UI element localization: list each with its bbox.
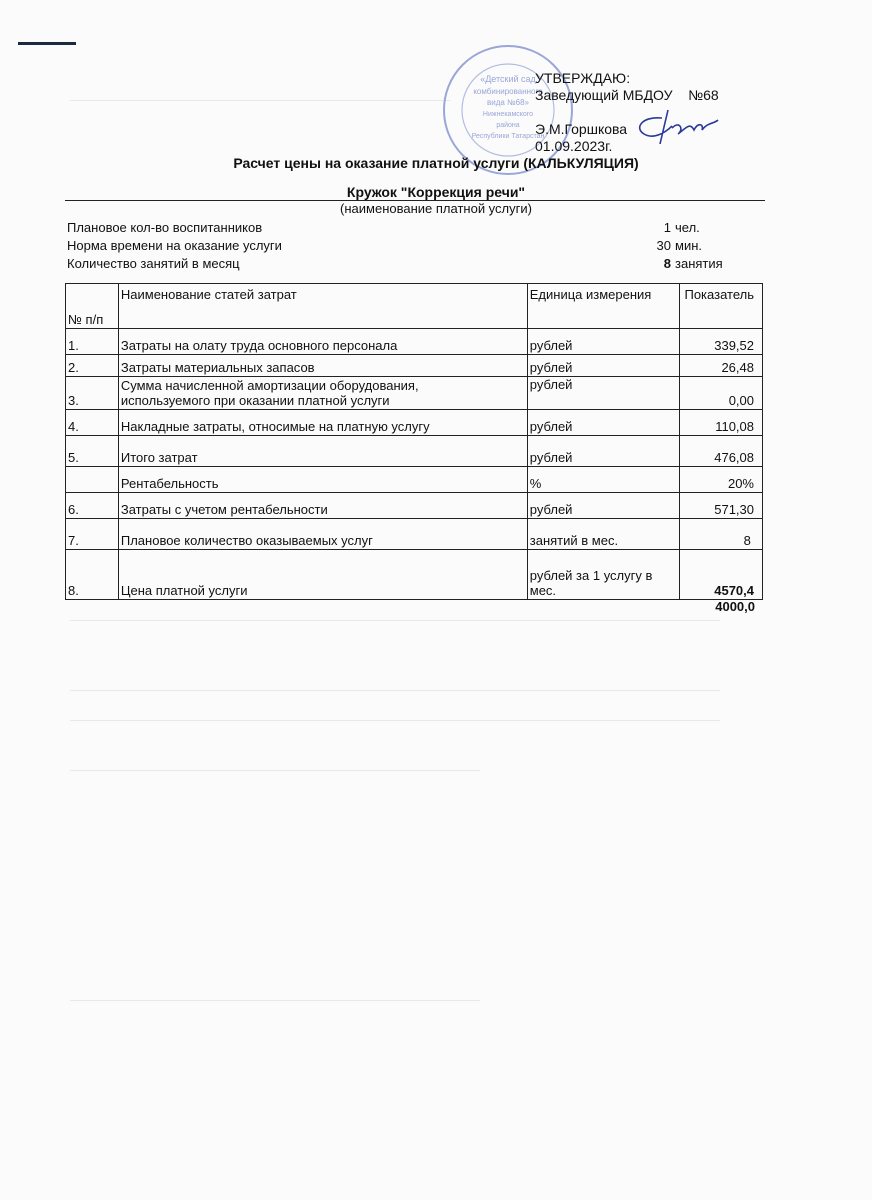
signature (632, 108, 722, 148)
table-row-price (66, 550, 763, 600)
table-row (66, 493, 763, 519)
row-unit: рублей (527, 493, 680, 519)
row-num (66, 467, 119, 493)
show-through-line (70, 690, 720, 691)
param-label: Норма времени на оказание услуги (67, 238, 282, 253)
scan-mark (18, 42, 76, 45)
approval-date: 01.09.2023г. (535, 138, 613, 154)
row-unit: рублей (527, 436, 680, 467)
row-unit: рублей (527, 355, 680, 377)
param-unit: занятия (675, 256, 723, 271)
row-value: 476,08 (680, 436, 763, 467)
row-unit-line: рублей за 1 услугу в (529, 568, 653, 583)
header-value: Показатель (680, 284, 763, 329)
table-row (66, 436, 763, 467)
row-num: 8. (66, 550, 119, 600)
service-name: Кружок "Коррекция речи" (346, 184, 526, 200)
param-value: 30 (656, 238, 671, 253)
row-unit-line: мес. (529, 583, 557, 598)
svg-text:Республики Татарстан: Республики Татарстан (471, 133, 545, 140)
row-num: 4. (66, 410, 119, 436)
param-unit: чел. (675, 220, 700, 235)
row-value: 20% (680, 467, 763, 493)
row-num: 2. (66, 355, 119, 377)
table-header-row (66, 284, 763, 329)
row-unit: занятий в мес. (527, 519, 680, 550)
row-name: Итого затрат (118, 436, 527, 467)
param-row (67, 256, 737, 271)
row-num: 3. (66, 377, 119, 410)
row-unit: рублей (527, 410, 680, 436)
show-through-line (70, 1000, 480, 1001)
header-unit: Единица измерения (527, 284, 680, 329)
table-row (66, 329, 763, 355)
table-row (66, 410, 763, 436)
svg-text:Нижнекамского: Нижнекамского (482, 111, 534, 118)
param-value: 8 (663, 256, 671, 271)
param-row (67, 238, 737, 253)
row-name: Цена платной услуги (118, 550, 527, 600)
table-row (66, 519, 763, 550)
show-through-line (70, 620, 720, 621)
row-value: 8 (680, 519, 763, 550)
row-value: 339,52 (680, 329, 763, 355)
table-row (66, 467, 763, 493)
row-name-line: Сумма начисленной амортизации оборудования, (120, 378, 419, 393)
extra-price-value: 4000,0 (715, 599, 755, 614)
row-name: Затраты с учетом рентабельности (118, 493, 527, 519)
row-num: 7. (66, 519, 119, 550)
svg-text:комбинированного: комбинированного (473, 87, 543, 96)
svg-text:«Детский сад: «Детский сад (480, 74, 536, 84)
row-unit (527, 550, 680, 600)
row-value: 4570,4 (680, 550, 763, 600)
svg-text:района: района (496, 122, 520, 129)
header-name: Наименование статей затрат (118, 284, 527, 329)
row-unit: % (527, 467, 680, 493)
row-name-line: используемого при оказании платной услуги (120, 393, 390, 408)
row-name: Накладные затраты, относимые на платную услугу (118, 410, 527, 436)
row-unit: рублей (527, 377, 680, 410)
row-value: 0,00 (680, 377, 763, 410)
row-name (118, 377, 527, 410)
show-through-line (70, 100, 450, 101)
param-value: 1 (663, 220, 671, 235)
service-note: (наименование платной услуги) (340, 201, 532, 216)
document-title: Расчет цены на оказание платной услуги (КАЛЬКУЛЯЦИЯ) (233, 155, 639, 171)
table-row (66, 377, 763, 410)
row-value: 571,30 (680, 493, 763, 519)
param-row (67, 220, 737, 235)
cost-table (65, 283, 763, 600)
header-num: № п/п (66, 284, 119, 329)
approval-heading: УТВЕРЖДАЮ: (535, 70, 631, 86)
row-value: 26,48 (680, 355, 763, 377)
param-unit: мин. (675, 238, 702, 253)
svg-text:вида №68»: вида №68» (487, 98, 529, 107)
param-label: Количество занятий в месяц (67, 256, 240, 271)
row-unit: рублей (527, 329, 680, 355)
row-num: 6. (66, 493, 119, 519)
approval-position: Заведующий МБДОУ №68 (535, 87, 719, 103)
row-num: 1. (66, 329, 119, 355)
row-value: 110,08 (680, 410, 763, 436)
row-name: Рентабельность (118, 467, 527, 493)
row-name: Плановое количество оказываемых услуг (118, 519, 527, 550)
row-num: 5. (66, 436, 119, 467)
table-row (66, 355, 763, 377)
row-name: Затраты материальных запасов (118, 355, 527, 377)
row-name: Затраты на олату труда основного персонала (118, 329, 527, 355)
param-label: Плановое кол-во воспитанников (67, 220, 263, 235)
show-through-line (70, 770, 480, 771)
show-through-line (70, 720, 720, 721)
approval-name: Э.М.Горшкова (535, 121, 628, 137)
